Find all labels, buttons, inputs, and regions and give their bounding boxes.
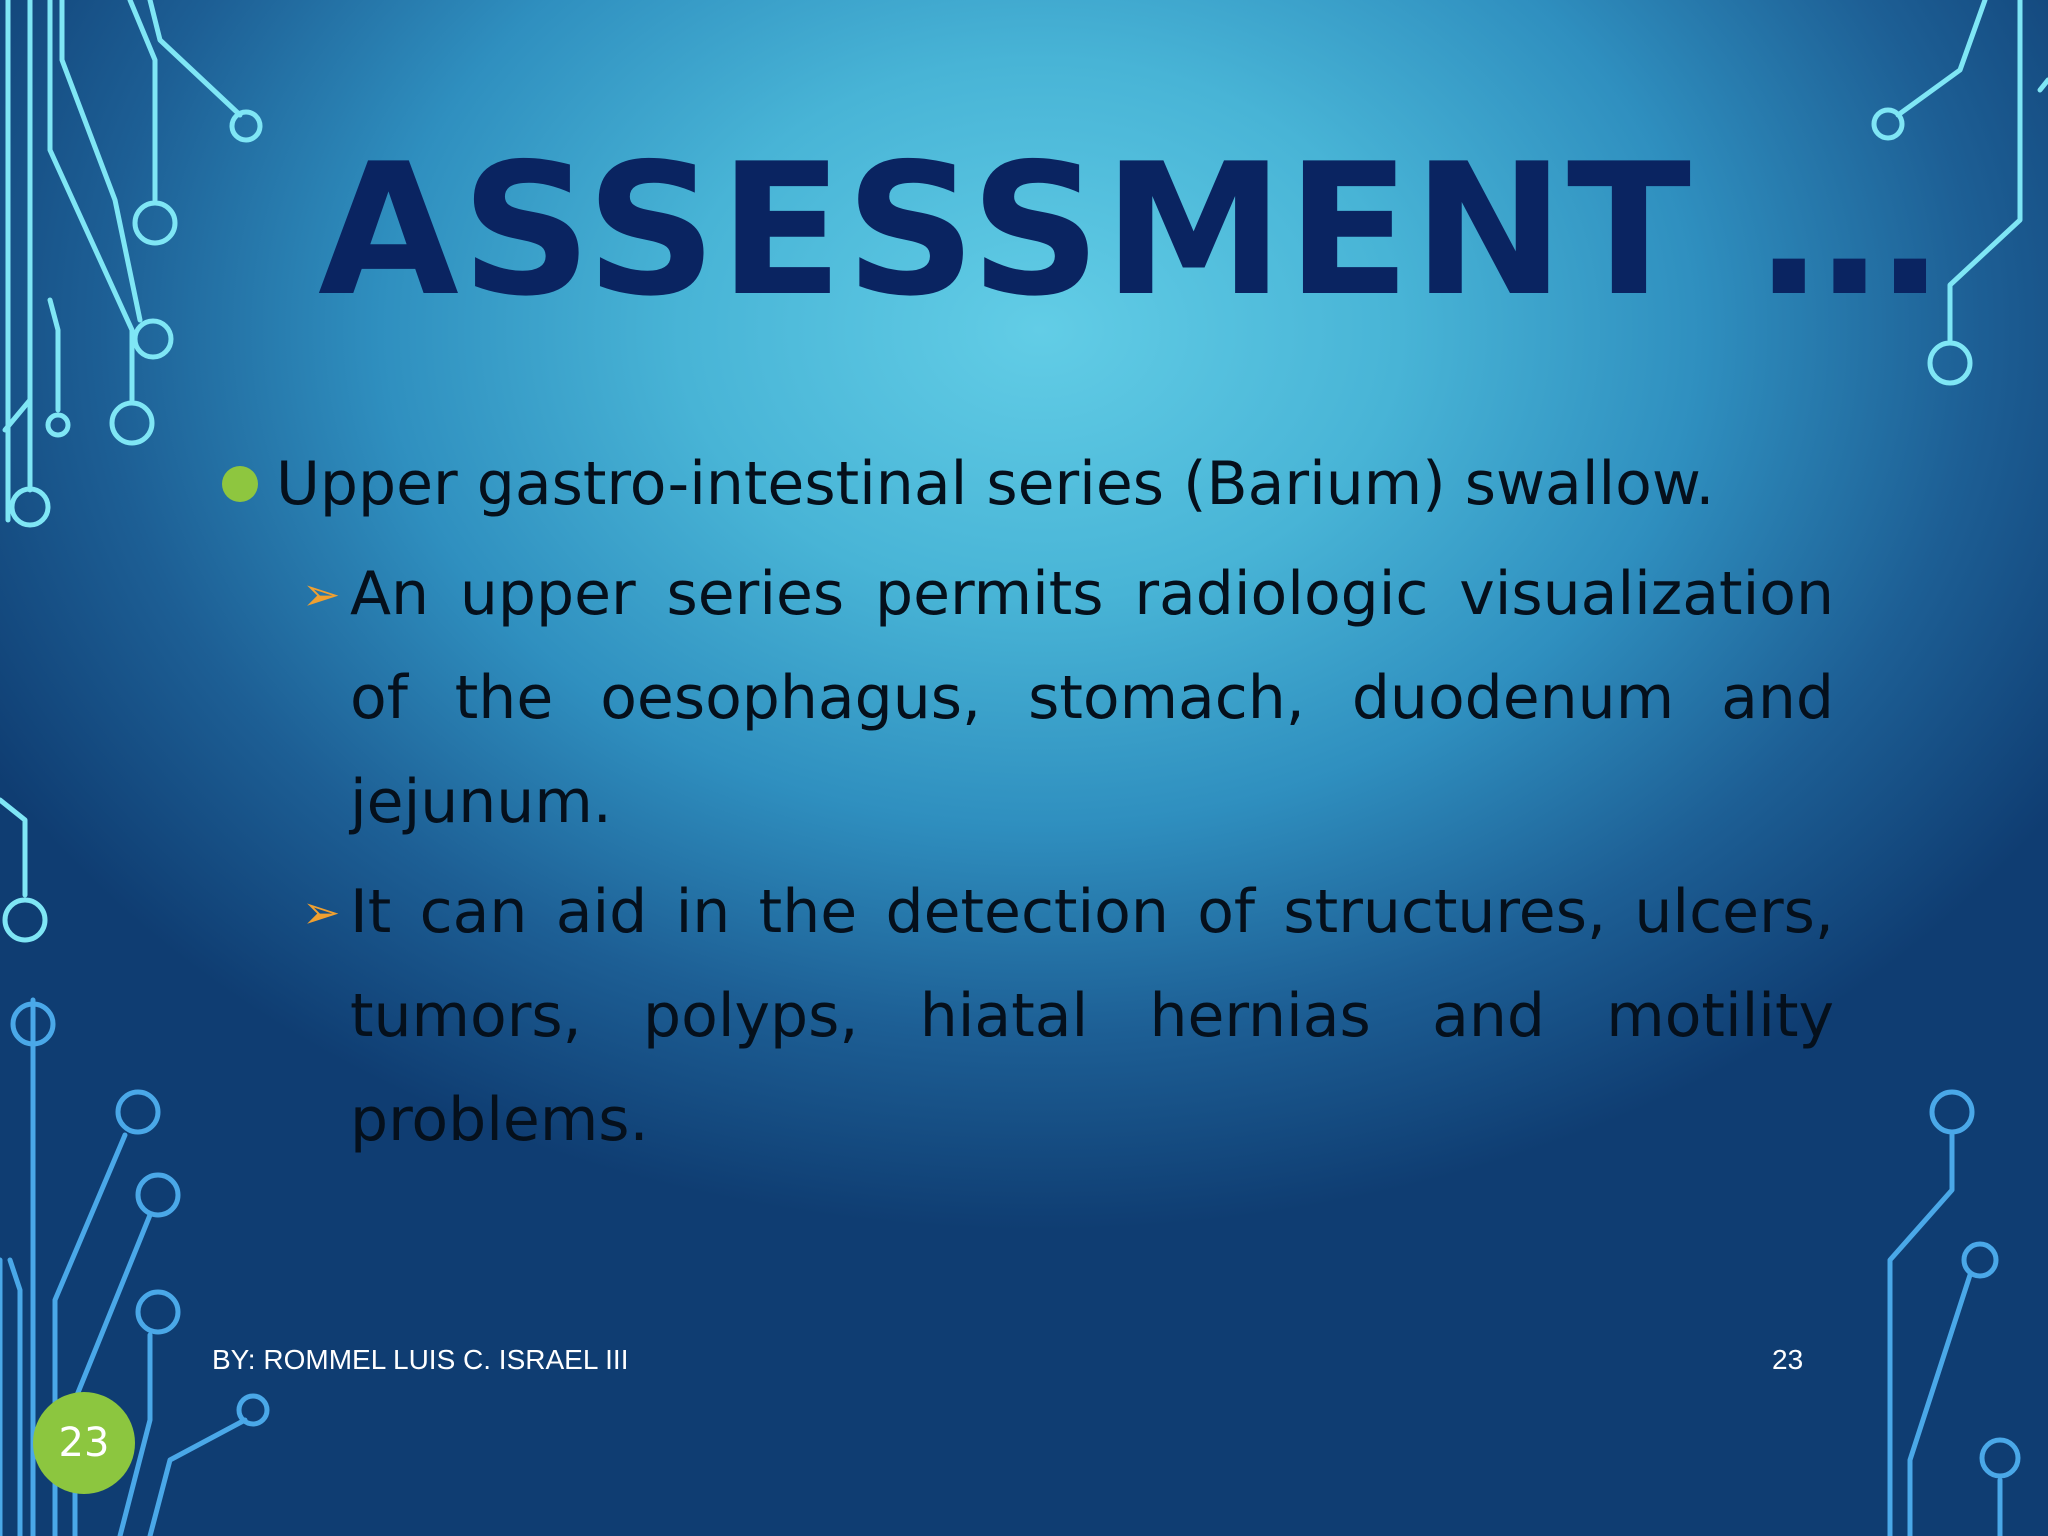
arrow-bullet-icon: ➢	[302, 567, 341, 621]
bullet-text: Upper gastro-intestinal series (Barium) swallow.	[276, 449, 1715, 519]
arrow-bullet-icon: ➢	[302, 885, 341, 939]
footer-author: BY: ROMMEL LUIS C. ISRAEL III	[212, 1344, 629, 1375]
slide-title: ASSESSMENT …	[318, 124, 1943, 336]
footer-page-number: 23	[1772, 1344, 1804, 1375]
slide-content	[222, 432, 1834, 1172]
bullet-item	[222, 432, 1834, 536]
subpoint-item	[302, 860, 1834, 1172]
subpoint-text: An upper series permits radiologic visualization of the oesophagus, stomach, duodenum and jejunum.	[350, 559, 1834, 837]
subpoint-item	[302, 542, 1834, 854]
subpoint-text: It can aid in the detection of structures, ulcers, tumors, polyps, hiatal hernias and motility problems.	[350, 877, 1834, 1155]
filled-circle-bullet-icon	[222, 466, 258, 502]
slide-number-badge: 23	[33, 1392, 135, 1494]
